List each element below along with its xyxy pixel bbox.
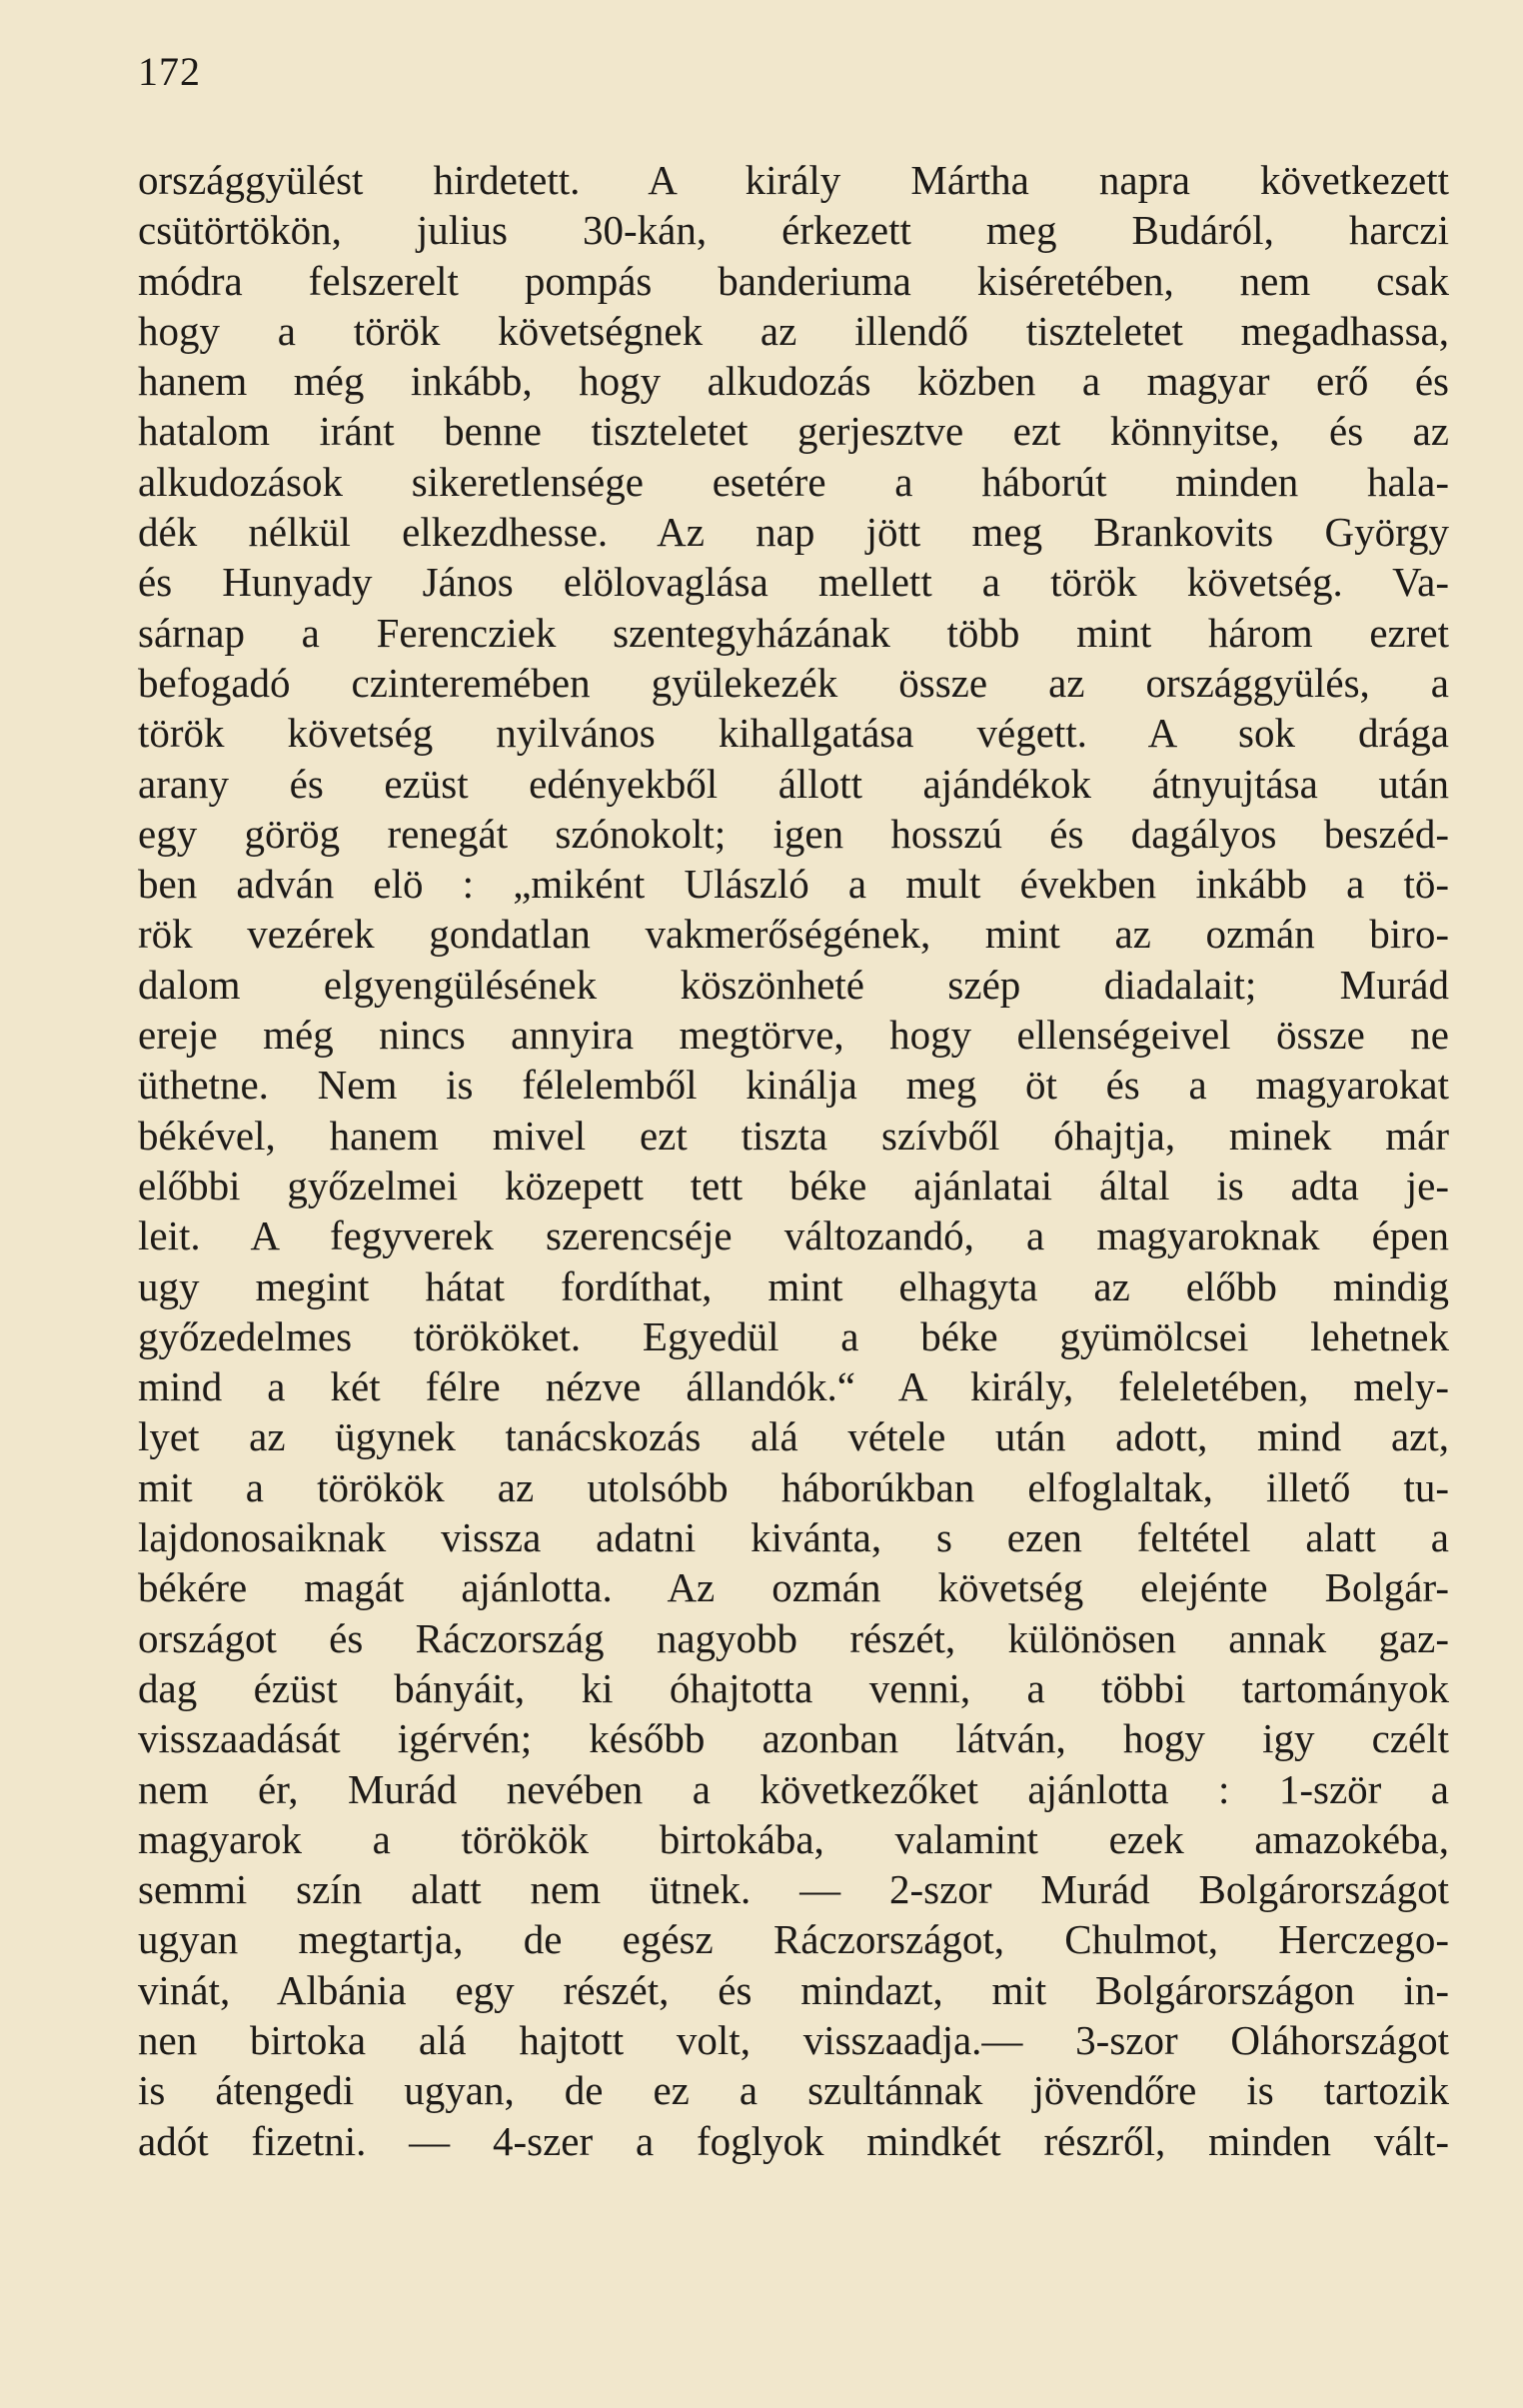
text-line: ugy megint hátat fordíthat, mint elhagyta az előbb mindig xyxy=(138,1262,1449,1309)
text-line: török követség nyilvános kihallgatása végett. A sok drága xyxy=(138,710,1449,757)
text-line: dag ézüst bányáit, ki óhajtotta venni, a többi tartományok xyxy=(138,1664,1449,1711)
text-line: nem ér, Murád nevében a következőket ajánlotta : 1-ször a xyxy=(138,1765,1449,1812)
text-line: dék nélkül elkezdhesse. Az nap jött meg Brankovits György xyxy=(138,509,1449,556)
text-line: mit a törökök az utolsóbb háborúkban elfoglaltak, illető tu- xyxy=(138,1463,1449,1510)
text-line: mind a két félre nézve állandók.“ A király, feleletében, mely- xyxy=(138,1363,1449,1410)
text-line: vinát, Albánia egy részét, és mindazt, mit Bolgárországon in- xyxy=(138,1966,1449,2013)
text-line: ben adván elö : „miként Ulászló a mult években inkább a tö- xyxy=(138,861,1449,908)
text-line: győzedelmes törököket. Egyedül a béke gyümölcsei lehetnek xyxy=(138,1312,1449,1359)
text-line: és Hunyady János elölovaglása mellett a török követség. Va- xyxy=(138,559,1449,606)
text-line: adót fizetni. — 4-szer a foglyok mindkét részről, minden vált- xyxy=(138,2117,1449,2164)
text-line: hatalom iránt benne tiszteletet gerjesztve ezt könnyitse, és az xyxy=(138,408,1449,455)
text-line: országot és Ráczország nagyobb részét, különösen annak gaz- xyxy=(138,1614,1449,1661)
text-line: rök vezérek gondatlan vakmerőségének, mint az ozmán biro- xyxy=(138,911,1449,958)
text-line: ugyan megtartja, de egész Ráczországot, Chulmot, Herczego- xyxy=(138,1916,1449,1963)
text-line: hanem még inkább, hogy alkudozás közben a magyar erő és xyxy=(138,358,1449,405)
text-line: egy görög renegát szónokolt; igen hosszú és dagályos beszéd- xyxy=(138,810,1449,857)
text-line: sárnap a Ferencziek szentegyházának több mint három ezret xyxy=(138,609,1449,656)
text-line: módra felszerelt pompás banderiuma kiséretében, nem csak xyxy=(138,257,1449,304)
text-line: üthetne. Nem is félelemből kinálja meg öt és a magyarokat xyxy=(138,1062,1449,1109)
text-line: nen birtoka alá hajtott volt, visszaadja.— 3-szor Oláhországot xyxy=(138,2016,1449,2063)
text-line: semmi szín alatt nem ütnek. — 2-szor Murád Bolgárországot xyxy=(138,1866,1449,1913)
text-line: alkudozások sikeretlensége esetére a háborút minden hala- xyxy=(138,458,1449,505)
text-line: békére magát ajánlotta. Az ozmán követség elejénte Bolgár- xyxy=(138,1564,1449,1611)
text-line: visszaadását igérvén; később azonban látván, hogy igy czélt xyxy=(138,1715,1449,1762)
text-line: lyet az ügynek tanácskozás alá vétele után adott, mind azt, xyxy=(138,1413,1449,1460)
text-line: csütörtökön, julius 30-kán, érkezett meg Budáról, harczi xyxy=(138,207,1449,254)
text-line: hogy a török követségnek az illendő tiszteletet megadhassa, xyxy=(138,307,1449,354)
text-line: ereje még nincs annyira megtörve, hogy ellenségeivel össze ne xyxy=(138,1012,1449,1059)
text-line: leit. A fegyverek szerencséje változandó, a magyaroknak épen xyxy=(138,1212,1449,1259)
text-line: befogadó czinteremében gyülekezék össze az országgyülés, a xyxy=(138,659,1449,706)
text-line: békével, hanem mivel ezt tiszta szívből óhajtja, minek már xyxy=(138,1112,1449,1159)
text-line: országgyülést hirdetett. A király Mártha napra következett xyxy=(138,157,1449,203)
text-line: előbbi győzelmei közepett tett béke ajánlatai által is adta je- xyxy=(138,1162,1449,1208)
text-line: is átengedi ugyan, de ez a szultánnak jövendőre is tartozik xyxy=(138,2067,1449,2114)
body-text xyxy=(138,155,1449,2166)
text-line: dalom elgyengülésének köszönheté szép diadalait; Murád xyxy=(138,961,1449,1008)
page-number: 172 xyxy=(138,49,201,94)
text-line: magyarok a törökök birtokába, valamint ezek amazokéba, xyxy=(138,1815,1449,1862)
text-line: arany és ezüst edényekből állott ajándékok átnyujtása után xyxy=(138,760,1449,807)
text-line: lajdonosaiknak vissza adatni kivánta, s ezen feltétel alatt a xyxy=(138,1514,1449,1561)
